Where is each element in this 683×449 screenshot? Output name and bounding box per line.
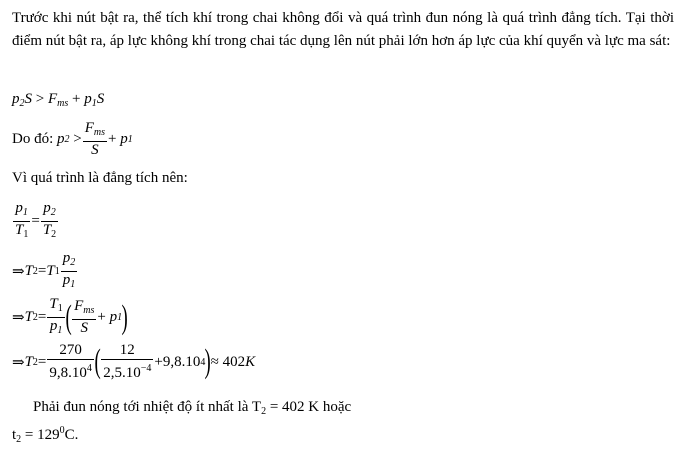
equation-isochoric: $\frac{p_1}{T_1}$ = $\frac{p_2}{T_2}$	[15, 200, 57, 240]
equation-t2-step2: ⇒ T 2 = $\frac{T_1}{p_1}$ ( $\frac{F_{ms}}{S}$ + p 1 )	[12, 296, 128, 336]
fraction-fms-s: $\frac{F_{ms}}{S}$	[84, 120, 106, 158]
intro-paragraph: Trước khi nút bật ra, thể tích khí trong chai không đổi và quá trình đun nóng là quá trình đẳng tích. Tại thời điểm nút bật ra, áp lực không khí trong chai tác dụng lên nút phải lớn hơn áp lực của khí quyển và lực ma sát:	[12, 10, 674, 49]
answer-line-2: $t_2 = 129^0C$.	[12, 425, 79, 445]
equation-do-do: Do đó: p 2 > $\frac{F_{ms}}{S}$ + p 1	[12, 120, 133, 158]
equation-force-balance: $p_2S > F_{ms} + p_1S$	[12, 91, 105, 109]
isochoric-sentence: Vì quá trình là đẳng tích nên:	[12, 170, 188, 186]
answer-line-1: Phải đun nóng tới nhiệt độ ít nhất là $T_2 = 402$ K hoặc	[33, 399, 352, 417]
equation-t2-step1: ⇒ T 2 = T 1 $\frac{p_2}{p_1}$	[12, 250, 76, 290]
equation-t2-numeric: ⇒ T 2 = $\frac{270}{9,8.10^4}$ ( $\frac{12}{2,5.10^{-4}}$ +9,8.10 4 ) ≈ 402 K	[12, 342, 256, 381]
